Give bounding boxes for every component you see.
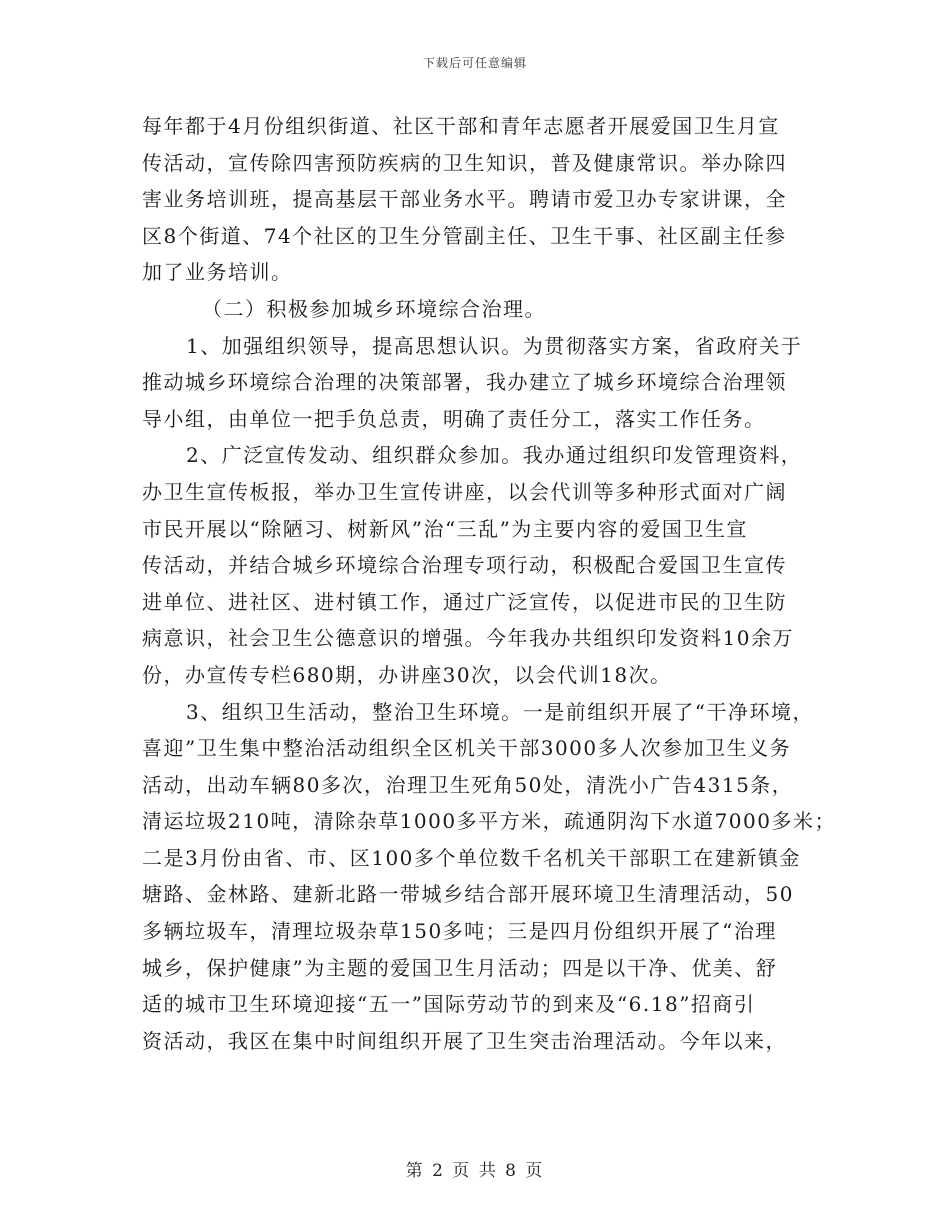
text-line: 3、组织卫生活动，整治卫生环境。一是前组织开展了“干净环境， (186, 699, 814, 724)
text-line: 城乡，保护健康”为主题的爱国卫生月活动；四是以干净、优美、舒 (142, 955, 778, 980)
body-text (142, 108, 836, 1059)
text-line: 进单位、进社区、进村镇工作，通过广泛宣传，以促进市民的卫生防 (142, 589, 787, 614)
text-line: 导小组，由单位一把手负总责，明确了责任分工，落实工作任务。 (142, 406, 766, 431)
text-line: 区8个街道、74个社区的卫生分管副主任、卫生干事、社区副主任参 (142, 223, 787, 248)
text-line: 传活动，宣传除四害预防疾病的卫生知识，普及健康常识。举办除四 (142, 150, 787, 175)
text-line: 每年都于4月份组织街道、社区干部和青年志愿者开展爱国卫生月宣 (142, 114, 780, 138)
text-line: 清运垃圾210吨，清除杂草1000多平方米，疏通阴沟下水道7000多米； (142, 809, 836, 834)
text-line: 二是3月份由省、市、区100多个单位数千名机关干部职工在建新镇金 (142, 845, 801, 870)
text-line: 害业务培训班，提高基层干部业务水平。聘请市爱卫办专家讲课，全 (142, 187, 787, 212)
section-heading: （二）积极参加城乡环境综合治理。 (202, 296, 546, 321)
text-line: 活动，出动车辆80多次，治理卫生死角50处，清洗小广告4315条， (142, 772, 794, 797)
page-number: 第 2 页 共 8 页 (405, 1161, 545, 1181)
text-line: 适的城市卫生环境迎接“五一”国际劳动节的到来及“6.18”招商引 (142, 992, 756, 1017)
text-line: 份，办宣传专栏680期，办讲座30次，以会代训18次。 (142, 662, 672, 687)
text-line: 2、广泛宣传发动、组织群众参加。我办通过组织印发管理资料， (186, 443, 803, 468)
text-line: 推动城乡环境综合治理的决策部署，我办建立了城乡环境综合治理领 (142, 370, 787, 395)
text-line: 多辆垃圾车，清理垃圾杂草150多吨；三是四月份组织开展了“治理 (142, 919, 777, 944)
text-line: 资活动，我区在集中时间组织开展了卫生突击治理活动。今年以来， (142, 1028, 787, 1053)
text-line: 病意识，社会卫生公德意识的增强。今年我办共组织印发资料10余万 (142, 626, 794, 651)
text-line: 办卫生宣传板报，举办卫生宣传讲座，以会代训等多种形式面对广阔 (142, 479, 787, 504)
text-line: 喜迎”卫生集中整治活动组织全区机关干部3000多人次参加卫生义务 (142, 736, 792, 761)
text-line: 塘路、金林路、建新北路一带城乡结合部开展环境卫生清理活动，50 (142, 882, 794, 907)
text-line: 加了业务培训。 (142, 260, 293, 285)
text-line: 1、加强组织领导，提高思想认识。为贯彻落实方案，省政府关于 (186, 333, 803, 358)
header-note: 下载后可任意编辑 (422, 56, 527, 70)
text-line: 传活动，并结合城乡环境综合治理专项行动，积极配合爱国卫生宣传 (142, 553, 787, 578)
text-line: 市民开展以“除陋习、树新风”治“三乱”为主要内容的爱国卫生宣 (142, 516, 748, 541)
